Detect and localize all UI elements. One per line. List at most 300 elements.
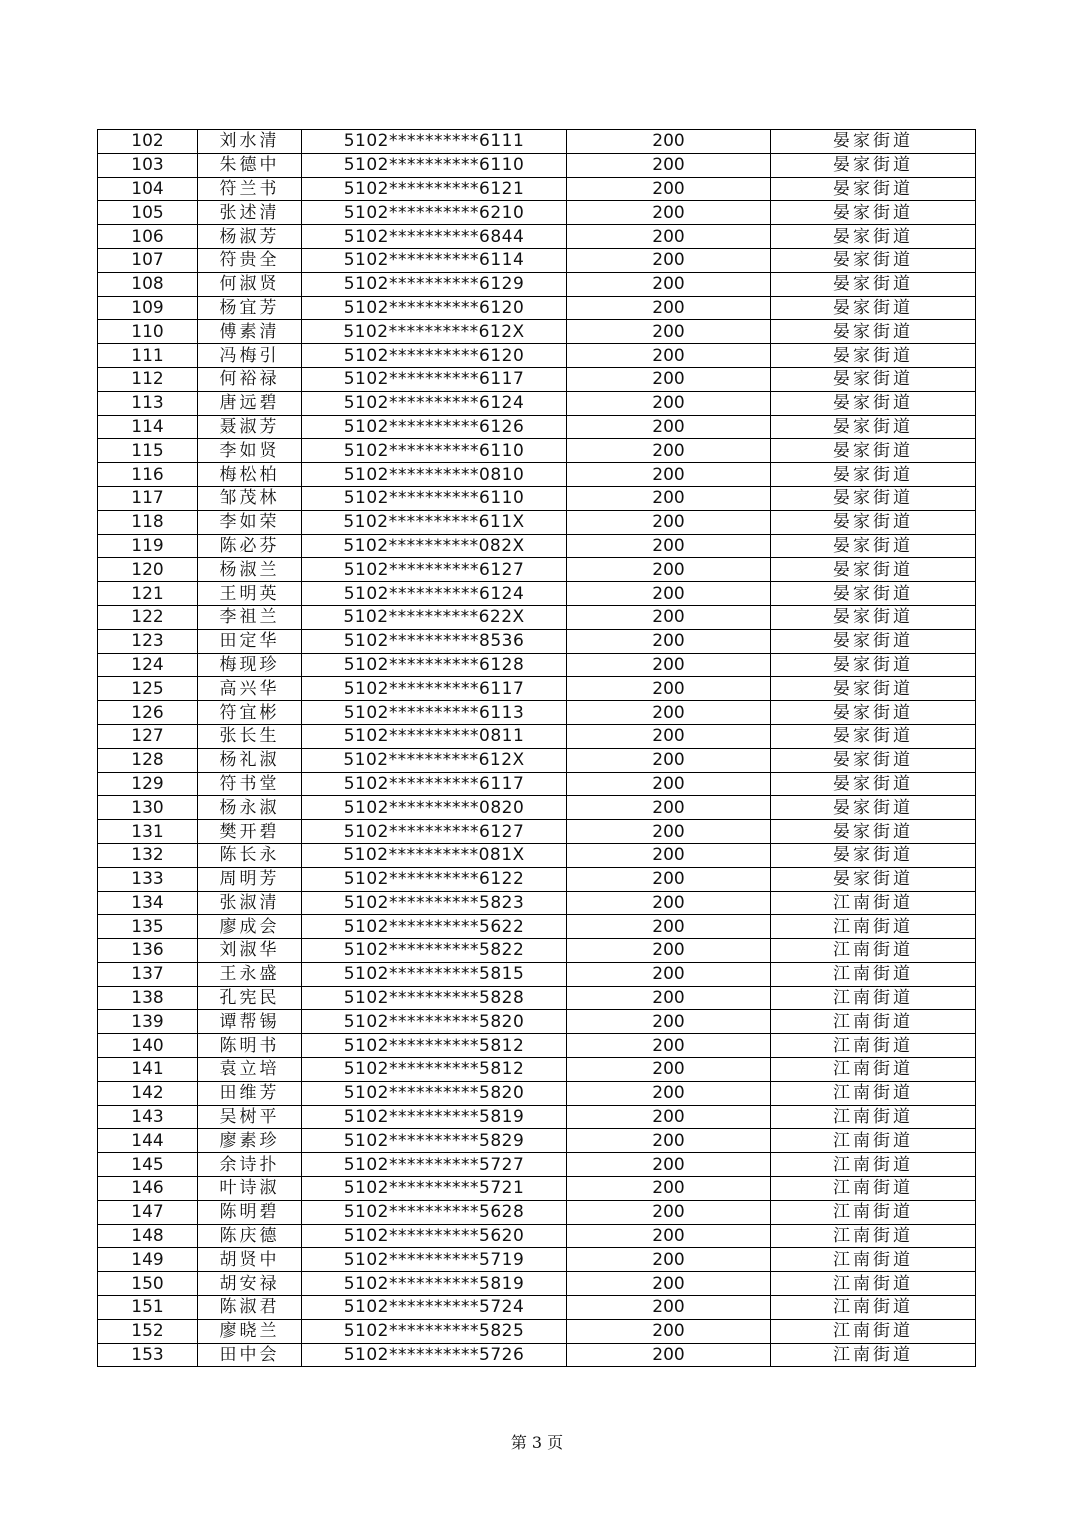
amount-cell: 200 xyxy=(567,130,771,154)
street-cell: 晏家街道 xyxy=(771,748,976,772)
table-row xyxy=(98,629,976,653)
person-name-cell: 何裕禄 xyxy=(198,367,302,391)
row-index-cell: 121 xyxy=(98,582,198,606)
row-index-cell: 138 xyxy=(98,986,198,1010)
table-row xyxy=(98,1058,976,1082)
table-row xyxy=(98,1081,976,1105)
row-index-cell: 127 xyxy=(98,724,198,748)
amount-cell: 200 xyxy=(567,582,771,606)
person-name-cell: 樊开碧 xyxy=(198,820,302,844)
amount-cell: 200 xyxy=(567,820,771,844)
amount-cell: 200 xyxy=(567,677,771,701)
person-name-cell: 廖成会 xyxy=(198,915,302,939)
person-name-cell: 廖素珍 xyxy=(198,1129,302,1153)
amount-cell: 200 xyxy=(567,867,771,891)
street-cell: 江南街道 xyxy=(771,1272,976,1296)
row-index-cell: 116 xyxy=(98,463,198,487)
table-row xyxy=(98,772,976,796)
row-index-cell: 149 xyxy=(98,1248,198,1272)
amount-cell: 200 xyxy=(567,1177,771,1201)
amount-cell: 200 xyxy=(567,1129,771,1153)
row-index-cell: 108 xyxy=(98,272,198,296)
row-index-cell: 123 xyxy=(98,629,198,653)
table-row xyxy=(98,962,976,986)
row-index-cell: 106 xyxy=(98,225,198,249)
amount-cell: 200 xyxy=(567,1319,771,1343)
street-cell: 晏家街道 xyxy=(771,701,976,725)
person-name-cell: 张淑清 xyxy=(198,891,302,915)
id-number-cell: 5102**********6844 xyxy=(302,225,567,249)
person-name-cell: 符兰书 xyxy=(198,177,302,201)
person-name-cell: 李如荣 xyxy=(198,510,302,534)
amount-cell: 200 xyxy=(567,296,771,320)
person-name-cell: 杨宜芳 xyxy=(198,296,302,320)
roster-table xyxy=(97,129,976,1367)
id-number-cell: 5102**********5727 xyxy=(302,1153,567,1177)
person-name-cell: 陈淑君 xyxy=(198,1296,302,1320)
id-number-cell: 5102**********5825 xyxy=(302,1319,567,1343)
person-name-cell: 聂淑芳 xyxy=(198,415,302,439)
row-index-cell: 109 xyxy=(98,296,198,320)
street-cell: 江南街道 xyxy=(771,1343,976,1367)
amount-cell: 200 xyxy=(567,1105,771,1129)
street-cell: 晏家街道 xyxy=(771,153,976,177)
id-number-cell: 5102**********5819 xyxy=(302,1105,567,1129)
row-index-cell: 150 xyxy=(98,1272,198,1296)
street-cell: 江南街道 xyxy=(771,939,976,963)
amount-cell: 200 xyxy=(567,653,771,677)
row-index-cell: 136 xyxy=(98,939,198,963)
row-index-cell: 134 xyxy=(98,891,198,915)
id-number-cell: 5102**********6126 xyxy=(302,415,567,439)
street-cell: 晏家街道 xyxy=(771,843,976,867)
person-name-cell: 李如贤 xyxy=(198,439,302,463)
person-name-cell: 符宜彬 xyxy=(198,701,302,725)
id-number-cell: 5102**********081X xyxy=(302,843,567,867)
street-cell: 晏家街道 xyxy=(771,272,976,296)
street-cell: 江南街道 xyxy=(771,1296,976,1320)
person-name-cell: 张述清 xyxy=(198,201,302,225)
street-cell: 晏家街道 xyxy=(771,796,976,820)
table-row xyxy=(98,1319,976,1343)
person-name-cell: 唐远碧 xyxy=(198,391,302,415)
id-number-cell: 5102**********5812 xyxy=(302,1034,567,1058)
table-row xyxy=(98,748,976,772)
person-name-cell: 王明英 xyxy=(198,582,302,606)
row-index-cell: 141 xyxy=(98,1058,198,1082)
id-number-cell: 5102**********5622 xyxy=(302,915,567,939)
id-number-cell: 5102**********6111 xyxy=(302,130,567,154)
table-row xyxy=(98,201,976,225)
row-index-cell: 120 xyxy=(98,558,198,582)
row-index-cell: 143 xyxy=(98,1105,198,1129)
id-number-cell: 5102**********5819 xyxy=(302,1272,567,1296)
amount-cell: 200 xyxy=(567,796,771,820)
id-number-cell: 5102**********5823 xyxy=(302,891,567,915)
table-row xyxy=(98,820,976,844)
street-cell: 江南街道 xyxy=(771,1224,976,1248)
table-row xyxy=(98,153,976,177)
id-number-cell: 5102**********8536 xyxy=(302,629,567,653)
row-index-cell: 147 xyxy=(98,1200,198,1224)
table-row xyxy=(98,1105,976,1129)
amount-cell: 200 xyxy=(567,915,771,939)
person-name-cell: 余诗扑 xyxy=(198,1153,302,1177)
person-name-cell: 孔宪民 xyxy=(198,986,302,1010)
person-name-cell: 高兴华 xyxy=(198,677,302,701)
row-index-cell: 118 xyxy=(98,510,198,534)
row-index-cell: 107 xyxy=(98,248,198,272)
amount-cell: 200 xyxy=(567,1248,771,1272)
amount-cell: 200 xyxy=(567,153,771,177)
person-name-cell: 谭帮锡 xyxy=(198,1010,302,1034)
table-row xyxy=(98,1343,976,1367)
id-number-cell: 5102**********612X xyxy=(302,320,567,344)
id-number-cell: 5102**********5822 xyxy=(302,939,567,963)
street-cell: 晏家街道 xyxy=(771,177,976,201)
amount-cell: 200 xyxy=(567,558,771,582)
street-cell: 江南街道 xyxy=(771,1248,976,1272)
id-number-cell: 5102**********082X xyxy=(302,534,567,558)
amount-cell: 200 xyxy=(567,605,771,629)
amount-cell: 200 xyxy=(567,843,771,867)
street-cell: 晏家街道 xyxy=(771,296,976,320)
person-name-cell: 叶诗淑 xyxy=(198,1177,302,1201)
person-name-cell: 杨淑芳 xyxy=(198,225,302,249)
table-row xyxy=(98,701,976,725)
row-index-cell: 104 xyxy=(98,177,198,201)
id-number-cell: 5102**********5724 xyxy=(302,1296,567,1320)
street-cell: 晏家街道 xyxy=(771,391,976,415)
street-cell: 江南街道 xyxy=(771,1153,976,1177)
id-number-cell: 5102**********6117 xyxy=(302,677,567,701)
id-number-cell: 5102**********6120 xyxy=(302,344,567,368)
street-cell: 晏家街道 xyxy=(771,510,976,534)
row-index-cell: 112 xyxy=(98,367,198,391)
id-number-cell: 5102**********6110 xyxy=(302,153,567,177)
person-name-cell: 梅松柏 xyxy=(198,463,302,487)
table-row xyxy=(98,796,976,820)
table-row xyxy=(98,1177,976,1201)
street-cell: 江南街道 xyxy=(771,986,976,1010)
table-row xyxy=(98,867,976,891)
street-cell: 晏家街道 xyxy=(771,653,976,677)
table-row xyxy=(98,320,976,344)
amount-cell: 200 xyxy=(567,1081,771,1105)
street-cell: 江南街道 xyxy=(771,1058,976,1082)
row-index-cell: 137 xyxy=(98,962,198,986)
table-row xyxy=(98,605,976,629)
id-number-cell: 5102**********5829 xyxy=(302,1129,567,1153)
table-row xyxy=(98,439,976,463)
table-row xyxy=(98,225,976,249)
person-name-cell: 何淑贤 xyxy=(198,272,302,296)
person-name-cell: 张长生 xyxy=(198,724,302,748)
amount-cell: 200 xyxy=(567,463,771,487)
row-index-cell: 151 xyxy=(98,1296,198,1320)
table-row xyxy=(98,534,976,558)
amount-cell: 200 xyxy=(567,415,771,439)
amount-cell: 200 xyxy=(567,1034,771,1058)
table-row xyxy=(98,130,976,154)
row-index-cell: 135 xyxy=(98,915,198,939)
id-number-cell: 5102**********6122 xyxy=(302,867,567,891)
row-index-cell: 153 xyxy=(98,1343,198,1367)
person-name-cell: 陈长永 xyxy=(198,843,302,867)
row-index-cell: 103 xyxy=(98,153,198,177)
table-row xyxy=(98,1296,976,1320)
table-row xyxy=(98,367,976,391)
person-name-cell: 朱德中 xyxy=(198,153,302,177)
person-name-cell: 冯梅引 xyxy=(198,344,302,368)
id-number-cell: 5102**********6114 xyxy=(302,248,567,272)
street-cell: 晏家街道 xyxy=(771,605,976,629)
person-name-cell: 邹茂林 xyxy=(198,486,302,510)
table-row xyxy=(98,177,976,201)
row-index-cell: 129 xyxy=(98,772,198,796)
person-name-cell: 陈明碧 xyxy=(198,1200,302,1224)
person-name-cell: 吴树平 xyxy=(198,1105,302,1129)
amount-cell: 200 xyxy=(567,510,771,534)
amount-cell: 200 xyxy=(567,248,771,272)
table-row xyxy=(98,1010,976,1034)
person-name-cell: 胡贤中 xyxy=(198,1248,302,1272)
row-index-cell: 144 xyxy=(98,1129,198,1153)
id-number-cell: 5102**********611X xyxy=(302,510,567,534)
amount-cell: 200 xyxy=(567,534,771,558)
id-number-cell: 5102**********5620 xyxy=(302,1224,567,1248)
table-row xyxy=(98,344,976,368)
amount-cell: 200 xyxy=(567,891,771,915)
amount-cell: 200 xyxy=(567,1010,771,1034)
table-row xyxy=(98,391,976,415)
row-index-cell: 124 xyxy=(98,653,198,677)
page-number: 第 3 页 xyxy=(510,1433,564,1452)
street-cell: 江南街道 xyxy=(771,1177,976,1201)
id-number-cell: 5102**********6127 xyxy=(302,820,567,844)
person-name-cell: 李祖兰 xyxy=(198,605,302,629)
id-number-cell: 5102**********6124 xyxy=(302,391,567,415)
row-index-cell: 122 xyxy=(98,605,198,629)
table-row xyxy=(98,582,976,606)
amount-cell: 200 xyxy=(567,1272,771,1296)
person-name-cell: 田维芳 xyxy=(198,1081,302,1105)
id-number-cell: 5102**********6210 xyxy=(302,201,567,225)
table-row xyxy=(98,1034,976,1058)
street-cell: 江南街道 xyxy=(771,915,976,939)
row-index-cell: 105 xyxy=(98,201,198,225)
id-number-cell: 5102**********6128 xyxy=(302,653,567,677)
amount-cell: 200 xyxy=(567,225,771,249)
amount-cell: 200 xyxy=(567,367,771,391)
row-index-cell: 131 xyxy=(98,820,198,844)
amount-cell: 200 xyxy=(567,320,771,344)
street-cell: 晏家街道 xyxy=(771,534,976,558)
row-index-cell: 125 xyxy=(98,677,198,701)
id-number-cell: 5102**********0811 xyxy=(302,724,567,748)
person-name-cell: 王永盛 xyxy=(198,962,302,986)
row-index-cell: 140 xyxy=(98,1034,198,1058)
amount-cell: 200 xyxy=(567,939,771,963)
amount-cell: 200 xyxy=(567,272,771,296)
table-row xyxy=(98,248,976,272)
person-name-cell: 刘水清 xyxy=(198,130,302,154)
table-row xyxy=(98,891,976,915)
table-row xyxy=(98,463,976,487)
id-number-cell: 5102**********6110 xyxy=(302,439,567,463)
amount-cell: 200 xyxy=(567,1058,771,1082)
person-name-cell: 梅现珍 xyxy=(198,653,302,677)
amount-cell: 200 xyxy=(567,629,771,653)
id-number-cell: 5102**********6120 xyxy=(302,296,567,320)
id-number-cell: 5102**********6117 xyxy=(302,367,567,391)
amount-cell: 200 xyxy=(567,1296,771,1320)
id-number-cell: 5102**********5820 xyxy=(302,1010,567,1034)
id-number-cell: 5102**********6124 xyxy=(302,582,567,606)
street-cell: 晏家街道 xyxy=(771,130,976,154)
table-row xyxy=(98,296,976,320)
street-cell: 晏家街道 xyxy=(771,772,976,796)
table-row xyxy=(98,677,976,701)
person-name-cell: 杨永淑 xyxy=(198,796,302,820)
id-number-cell: 5102**********6129 xyxy=(302,272,567,296)
amount-cell: 200 xyxy=(567,177,771,201)
person-name-cell: 田中会 xyxy=(198,1343,302,1367)
street-cell: 江南街道 xyxy=(771,1105,976,1129)
row-index-cell: 146 xyxy=(98,1177,198,1201)
row-index-cell: 102 xyxy=(98,130,198,154)
street-cell: 晏家街道 xyxy=(771,320,976,344)
table-row xyxy=(98,653,976,677)
street-cell: 晏家街道 xyxy=(771,415,976,439)
row-index-cell: 128 xyxy=(98,748,198,772)
table-row xyxy=(98,510,976,534)
person-name-cell: 周明芳 xyxy=(198,867,302,891)
row-index-cell: 145 xyxy=(98,1153,198,1177)
id-number-cell: 5102**********5812 xyxy=(302,1058,567,1082)
amount-cell: 200 xyxy=(567,1153,771,1177)
amount-cell: 200 xyxy=(567,1224,771,1248)
person-name-cell: 符贵全 xyxy=(198,248,302,272)
street-cell: 晏家街道 xyxy=(771,558,976,582)
street-cell: 晏家街道 xyxy=(771,225,976,249)
table-row xyxy=(98,1129,976,1153)
table-row xyxy=(98,272,976,296)
id-number-cell: 5102**********5719 xyxy=(302,1248,567,1272)
id-number-cell: 5102**********5828 xyxy=(302,986,567,1010)
street-cell: 江南街道 xyxy=(771,1034,976,1058)
amount-cell: 200 xyxy=(567,1343,771,1367)
person-name-cell: 胡安禄 xyxy=(198,1272,302,1296)
street-cell: 晏家街道 xyxy=(771,486,976,510)
row-index-cell: 133 xyxy=(98,867,198,891)
street-cell: 晏家街道 xyxy=(771,439,976,463)
person-name-cell: 陈必芬 xyxy=(198,534,302,558)
person-name-cell: 袁立培 xyxy=(198,1058,302,1082)
street-cell: 晏家街道 xyxy=(771,201,976,225)
street-cell: 晏家街道 xyxy=(771,248,976,272)
amount-cell: 200 xyxy=(567,391,771,415)
street-cell: 晏家街道 xyxy=(771,677,976,701)
table-row xyxy=(98,915,976,939)
person-name-cell: 田定华 xyxy=(198,629,302,653)
amount-cell: 200 xyxy=(567,986,771,1010)
amount-cell: 200 xyxy=(567,772,771,796)
street-cell: 晏家街道 xyxy=(771,724,976,748)
roster-table-body xyxy=(98,130,976,1367)
amount-cell: 200 xyxy=(567,344,771,368)
row-index-cell: 119 xyxy=(98,534,198,558)
row-index-cell: 130 xyxy=(98,796,198,820)
id-number-cell: 5102**********612X xyxy=(302,748,567,772)
row-index-cell: 139 xyxy=(98,1010,198,1034)
row-index-cell: 152 xyxy=(98,1319,198,1343)
street-cell: 晏家街道 xyxy=(771,367,976,391)
person-name-cell: 傅素清 xyxy=(198,320,302,344)
row-index-cell: 132 xyxy=(98,843,198,867)
table-row xyxy=(98,486,976,510)
street-cell: 江南街道 xyxy=(771,1010,976,1034)
id-number-cell: 5102**********5628 xyxy=(302,1200,567,1224)
row-index-cell: 117 xyxy=(98,486,198,510)
row-index-cell: 126 xyxy=(98,701,198,725)
street-cell: 晏家街道 xyxy=(771,344,976,368)
person-name-cell: 杨礼淑 xyxy=(198,748,302,772)
row-index-cell: 142 xyxy=(98,1081,198,1105)
street-cell: 晏家街道 xyxy=(771,867,976,891)
street-cell: 晏家街道 xyxy=(771,629,976,653)
street-cell: 晏家街道 xyxy=(771,820,976,844)
table-row xyxy=(98,843,976,867)
amount-cell: 200 xyxy=(567,724,771,748)
id-number-cell: 5102**********0810 xyxy=(302,463,567,487)
row-index-cell: 148 xyxy=(98,1224,198,1248)
street-cell: 江南街道 xyxy=(771,1319,976,1343)
street-cell: 江南街道 xyxy=(771,891,976,915)
table-row xyxy=(98,939,976,963)
street-cell: 晏家街道 xyxy=(771,582,976,606)
table-row xyxy=(98,1272,976,1296)
id-number-cell: 5102**********6113 xyxy=(302,701,567,725)
street-cell: 江南街道 xyxy=(771,1081,976,1105)
person-name-cell: 廖晓兰 xyxy=(198,1319,302,1343)
street-cell: 晏家街道 xyxy=(771,463,976,487)
row-index-cell: 113 xyxy=(98,391,198,415)
amount-cell: 200 xyxy=(567,962,771,986)
id-number-cell: 5102**********6127 xyxy=(302,558,567,582)
amount-cell: 200 xyxy=(567,1200,771,1224)
table-row xyxy=(98,1200,976,1224)
person-name-cell: 陈庆德 xyxy=(198,1224,302,1248)
street-cell: 江南街道 xyxy=(771,962,976,986)
id-number-cell: 5102**********622X xyxy=(302,605,567,629)
street-cell: 江南街道 xyxy=(771,1129,976,1153)
person-name-cell: 陈明书 xyxy=(198,1034,302,1058)
amount-cell: 200 xyxy=(567,201,771,225)
table-row xyxy=(98,724,976,748)
amount-cell: 200 xyxy=(567,748,771,772)
person-name-cell: 符书堂 xyxy=(198,772,302,796)
row-index-cell: 110 xyxy=(98,320,198,344)
id-number-cell: 5102**********6110 xyxy=(302,486,567,510)
table-row xyxy=(98,986,976,1010)
amount-cell: 200 xyxy=(567,439,771,463)
id-number-cell: 5102**********6117 xyxy=(302,772,567,796)
id-number-cell: 5102**********6121 xyxy=(302,177,567,201)
table-row xyxy=(98,415,976,439)
id-number-cell: 5102**********5820 xyxy=(302,1081,567,1105)
table-row xyxy=(98,1153,976,1177)
